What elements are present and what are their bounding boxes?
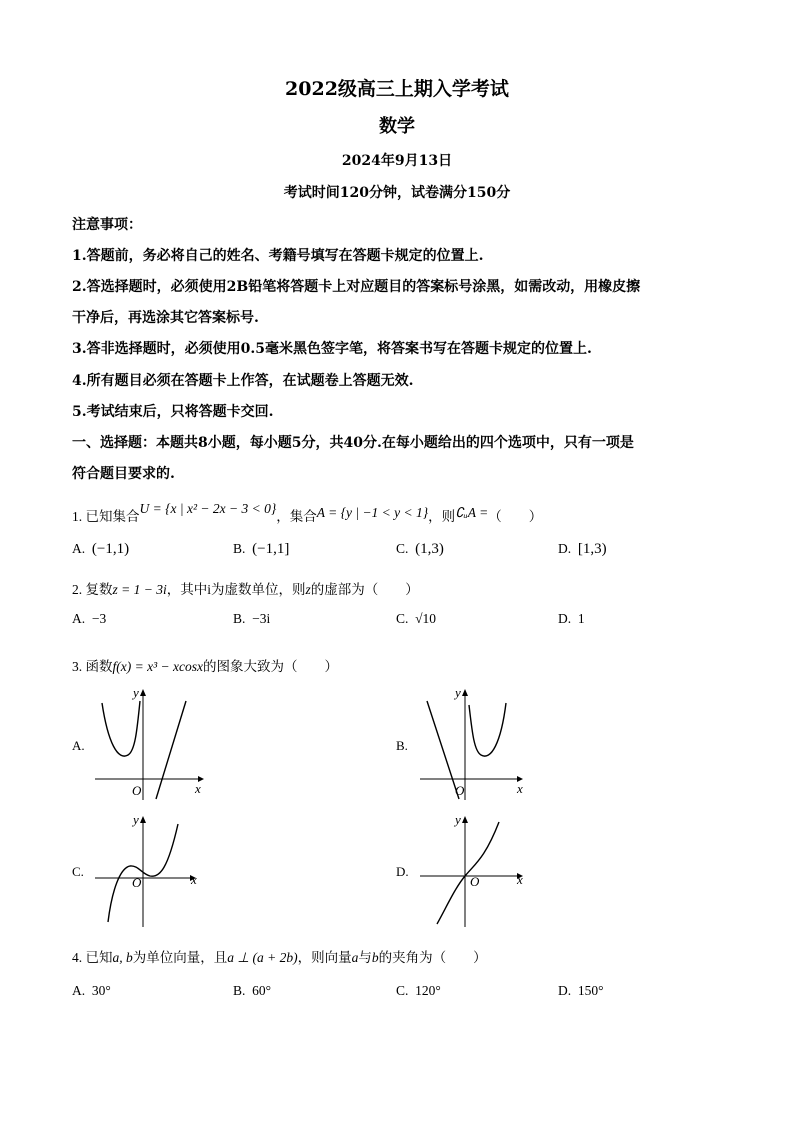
q2-zvar: z <box>305 582 311 597</box>
option-text: 30° <box>91 983 111 998</box>
option-text: 120° <box>415 983 441 998</box>
question-3 <box>72 655 338 675</box>
x-label: x <box>517 872 523 887</box>
option-label: B. <box>233 541 246 556</box>
q4-option-d[interactable] <box>558 983 604 999</box>
option-label: A. <box>72 983 86 998</box>
q1-option-d[interactable] <box>558 541 607 558</box>
q1-option-c[interactable] <box>396 541 444 558</box>
q3-graph-a[interactable] <box>90 683 215 803</box>
q4-vectors: a, b <box>112 950 133 965</box>
q3-func: f(x) = x³ − xcosx <box>112 659 203 674</box>
subject-title: 数学 <box>379 116 415 137</box>
origin-label: O <box>455 783 465 798</box>
q1-mid: ，集合 <box>276 509 317 524</box>
q1-prefix: 1. 已知集合 <box>72 509 140 524</box>
curve <box>437 822 499 924</box>
option-text: (1,3) <box>415 541 444 557</box>
q1-option-b[interactable] <box>233 541 289 558</box>
option-text: 1 <box>577 611 585 626</box>
q2-mid: ，其中i为虚数单位，则 <box>166 582 306 597</box>
note-item: 干净后，再选涂其它答案标号. <box>72 310 259 326</box>
curve <box>469 703 506 756</box>
option-text: 60° <box>252 983 272 998</box>
q1-set-a: A = {y | −1 < y < 1} <box>316 505 429 520</box>
y-label: y <box>455 812 461 827</box>
q1-paren: （ ） <box>488 509 543 524</box>
question-4 <box>72 946 487 966</box>
x-label: x <box>195 781 201 796</box>
q2-option-a[interactable] <box>72 611 106 627</box>
q3-graph-c[interactable] <box>90 810 215 930</box>
y-arrow <box>462 816 468 823</box>
q3-option-d-label[interactable]: D. <box>396 864 409 879</box>
q2-option-d[interactable] <box>558 611 585 627</box>
origin-label: O <box>470 874 480 889</box>
q2-option-b[interactable] <box>233 611 270 627</box>
origin-label: O <box>132 875 142 890</box>
option-text: [1,3) <box>577 541 607 557</box>
option-label: C. <box>396 611 409 626</box>
q2-prefix: 2. 复数 <box>72 582 113 597</box>
y-label: y <box>133 685 139 700</box>
q4-prefix: 4. 已知 <box>72 950 113 965</box>
exam-title: 2022级高三上期入学考试 <box>285 78 509 100</box>
q3-prefix: 3. 函数 <box>72 659 113 674</box>
x-label: x <box>191 872 197 887</box>
option-label: D. <box>558 611 572 626</box>
q2-option-c[interactable] <box>396 611 436 627</box>
origin-label: O <box>132 783 142 798</box>
q3-option-b-label[interactable]: B. <box>396 738 408 753</box>
q4-yu: 与 <box>358 950 372 965</box>
q4-option-b[interactable] <box>233 983 271 999</box>
y-arrow <box>140 816 146 823</box>
q2-tail: 的虚部为（ ） <box>310 582 419 597</box>
note-item: 2.答选择题时，必须使用2B铅笔将答题卡上对应题目的答案标号涂黑，如需改动，用橡皮擦 <box>72 279 641 295</box>
question-1 <box>72 501 543 525</box>
note-item: 5.考试结束后，只将答题卡交回. <box>72 404 274 420</box>
option-label: C. <box>396 541 409 556</box>
curve <box>102 701 140 756</box>
q1-tail: ，则 <box>428 509 456 524</box>
x-label: x <box>517 781 523 796</box>
q3-tail: 的图象大致为（ ） <box>202 659 338 674</box>
q2-z: z = 1 − 3i <box>112 582 167 597</box>
exam-duration: 考试时间120分钟，试卷满分150分 <box>283 185 511 201</box>
exam-date: 2024年9月13日 <box>341 153 453 169</box>
q4-mid2: ，则向量 <box>297 950 352 965</box>
q3-graph-d[interactable] <box>415 810 540 930</box>
y-label: y <box>133 812 139 827</box>
q4-mid: 为单位向量，且 <box>132 950 228 965</box>
q1-set-u: U = {x | x² − 2x − 3 < 0} <box>139 501 277 516</box>
y-label: y <box>455 685 461 700</box>
q4-vector-b: b <box>371 950 379 965</box>
y-arrow <box>140 689 146 696</box>
q1-option-a[interactable] <box>72 541 129 558</box>
q1-complement: ∁ᵤA = <box>455 505 489 520</box>
option-text: −3i <box>252 611 271 626</box>
note-item: 1.答题前，务必将自己的姓名、考籍号填写在答题卡规定的位置上. <box>72 248 484 264</box>
q4-tail: 的夹角为（ ） <box>378 950 487 965</box>
section-heading-cont: 符合题目要求的. <box>72 466 175 482</box>
option-text: √10 <box>415 611 437 626</box>
q4-option-a[interactable] <box>72 983 111 999</box>
q3-option-a-label[interactable]: A. <box>72 738 85 753</box>
q4-option-c[interactable] <box>396 983 441 999</box>
section-heading: 一、选择题：本题共8小题，每小题5分，共40分.在每小题给出的四个选项中，只有一项是 <box>72 435 634 451</box>
option-text: −3 <box>91 611 107 626</box>
note-item: 4.所有题目必须在答题卡上作答，在试题卷上答题无效. <box>72 373 414 389</box>
q3-graph-b[interactable] <box>415 683 540 803</box>
option-label: A. <box>72 611 86 626</box>
note-item: 3.答非选择题时，必须使用0.5毫米黑色签字笔，将答案书写在答题卡规定的位置上. <box>72 341 592 357</box>
option-label: D. <box>558 983 572 998</box>
option-label: B. <box>233 983 246 998</box>
q3-option-c-label[interactable]: C. <box>72 864 84 879</box>
option-text: 150° <box>577 983 604 998</box>
y-arrow <box>462 689 468 696</box>
option-label: D. <box>558 541 572 556</box>
option-label: B. <box>233 611 246 626</box>
question-2 <box>72 578 419 598</box>
option-text: (−1,1] <box>252 541 290 557</box>
notes-heading: 注意事项： <box>72 217 142 233</box>
curve <box>156 701 186 799</box>
q4-condition: a ⊥ (a + 2b) <box>227 950 298 965</box>
option-label: A. <box>72 541 86 556</box>
option-label: C. <box>396 983 409 998</box>
q4-vector-a: a <box>351 950 359 965</box>
option-text: (−1,1) <box>91 541 130 557</box>
curve <box>427 701 459 799</box>
